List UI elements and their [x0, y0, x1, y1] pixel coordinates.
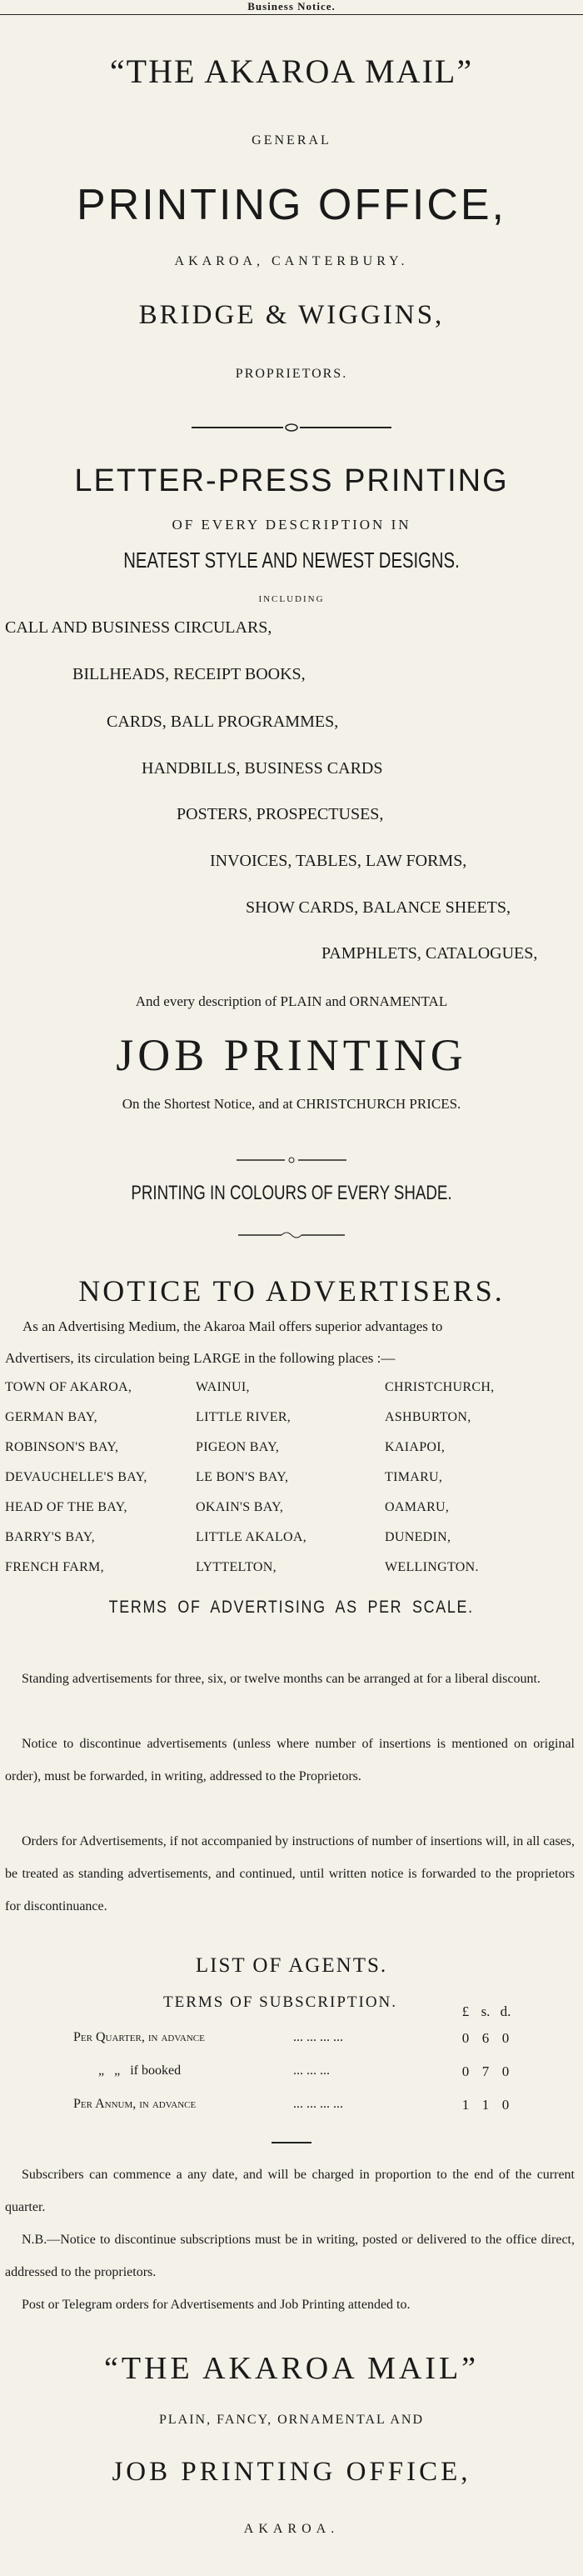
ornamental-rule [237, 1152, 346, 1168]
place-name: LYTTELTON, [196, 1560, 277, 1574]
advertisers-intro-line1: As an Advertising Medium, the Akaroa Mail offers superior advantages to [22, 1318, 443, 1334]
short-rule [272, 2142, 311, 2143]
price-pounds: 0 [461, 2063, 470, 2079]
currency-header-pounds: £ [461, 2003, 470, 2019]
masthead-general: GENERAL [252, 133, 331, 148]
place-name: PIGEON BAY, [196, 1440, 280, 1454]
leader-dots: ... ... ... ... [293, 2030, 343, 2044]
service-item: CALL AND BUSINESS CIRCULARS, [5, 618, 272, 637]
place-name: LE BON'S BAY, [196, 1470, 289, 1484]
letterpress-and-every: And every description of PLAIN and ORNAMENTAL [135, 993, 448, 1009]
masthead-firm: BRIDGE & WIGGINS, [138, 300, 445, 330]
subscription-label: Per Quarter, in advance [73, 2030, 205, 2044]
masthead-proprietors: PROPRIETORS. [235, 367, 348, 381]
currency-header-pence: d. [500, 2003, 511, 2019]
masthead-location: AKAROA, CANTERBURY. [174, 254, 409, 268]
place-name: WAINUI, [196, 1380, 250, 1394]
service-item: POSTERS, PROSPECTUSES, [177, 805, 384, 823]
place-name: CHRISTCHURCH, [385, 1380, 495, 1394]
place-name: OKAIN'S BAY, [196, 1500, 284, 1514]
place-name: LITTLE RIVER, [196, 1410, 292, 1424]
place-name: ROBINSON'S BAY, [5, 1440, 119, 1454]
footer-plain-fancy: PLAIN, FANCY, ORNAMENTAL AND [159, 2413, 424, 2427]
letterpress-heading: LETTER-PRESS PRINTING [74, 463, 509, 498]
place-name: TOWN OF AKAROA, [5, 1380, 132, 1394]
masthead-title: “THE AKAROA MAIL” [109, 53, 474, 90]
price-pence: 0 [501, 2030, 510, 2046]
subscription-label: „ „ if booked [98, 2063, 182, 2078]
footer-job-office: JOB PRINTING OFFICE, [112, 2457, 471, 2487]
para-post: Post or Telegram orders for Advertisements and Job Printing attended to. [22, 2298, 411, 2312]
advertising-terms: TERMS OF ADVERTISING AS PER SCALE. [108, 1598, 475, 1617]
place-name: DEVAUCHELLE'S BAY, [5, 1470, 147, 1484]
header-rule [0, 14, 583, 15]
price-pounds: 0 [461, 2030, 470, 2046]
ornamental-rule [238, 1227, 345, 1243]
place-name: FRENCH FARM, [5, 1560, 104, 1574]
leader-dots: ... ... ... [293, 2063, 330, 2078]
place-name: GERMAN BAY, [5, 1410, 97, 1424]
price-shillings: 7 [481, 2063, 490, 2079]
service-item: SHOW CARDS, BALANCE SHEETS, [246, 898, 511, 917]
price-pence: 0 [501, 2097, 510, 2113]
job-printing-heading: JOB PRINTING [116, 1030, 467, 1080]
price-shillings: 6 [481, 2030, 490, 2046]
para-discontinue: Notice to discontinue advertisements (unless where number of insertions is mentioned on original order), must be forwarded, in writing, addressed to the Proprietors. [5, 1737, 575, 1783]
para-orders: Orders for Advertisements, if not accompanied by instructions of number of insertions will, in all cases, be treated as standing advertisements, and continued, until written notice is forwarded to the proprietors for discontinuance. [5, 1834, 575, 1913]
leader-dots: ... ... ... ... [293, 2097, 343, 2111]
ornamental-rule [192, 419, 391, 436]
subscription-heading: TERMS OF SUBSCRIPTION. [163, 1993, 398, 2011]
currency-header-shillings: s. [481, 2003, 491, 2019]
place-name: ASHBURTON, [385, 1410, 471, 1424]
place-name: WELLINGTON. [385, 1560, 479, 1574]
para-standing: Standing advertisements for three, six, or twelve months can be arranged at for a liberal discount. [22, 1672, 541, 1686]
service-item: INVOICES, TABLES, LAW FORMS, [210, 852, 467, 870]
colours-line: PRINTING IN COLOURS OF EVERY SHADE. [131, 1182, 452, 1204]
advertisers-heading: NOTICE TO ADVERTISERS. [78, 1274, 505, 1308]
shortest-notice: On the Shortest Notice, and at CHRISTCHURCH PRICES. [122, 1096, 461, 1112]
service-item: HANDBILLS, BUSINESS CARDS [142, 759, 383, 778]
section-label: Business Notice. [247, 0, 336, 13]
place-name: BARRY'S BAY, [5, 1530, 95, 1544]
place-name: TIMARU, [385, 1470, 443, 1484]
footer-title: “THE AKAROA MAIL” [103, 2351, 480, 2386]
price-pence: 0 [501, 2063, 510, 2079]
masthead-office: PRINTING OFFICE, [77, 181, 506, 229]
service-item: PAMPHLETS, CATALOGUES, [321, 944, 538, 963]
price-pounds: 1 [461, 2097, 470, 2113]
para-subscribers: Subscribers can commence a any date, and will be charged in proportion to the end of the current quarter. [5, 2168, 575, 2214]
place-name: DUNEDIN, [385, 1530, 451, 1544]
letterpress-neatest: NEATEST STYLE AND NEWEST DESIGNS. [123, 548, 460, 573]
letterpress-of-every: OF EVERY DESCRIPTION IN [172, 517, 411, 533]
subscription-label: Per Annum, in advance [73, 2097, 197, 2111]
place-name: OAMARU, [385, 1500, 450, 1514]
para-nb: N.B.—Notice to discontinue subscriptions must be in writing, posted or delivered to the office direct, addressed to the proprietors. [5, 2233, 575, 2279]
place-name: HEAD OF THE BAY, [5, 1500, 127, 1514]
footer-akaroa: AKAROA. [243, 2522, 340, 2536]
letterpress-including: INCLUDING [258, 594, 325, 604]
agents-heading: LIST OF AGENTS. [195, 1954, 388, 1977]
advertisers-intro-line2: Advertisers, its circulation being LARGE in the following places :— [5, 1350, 396, 1366]
place-name: LITTLE AKALOA, [196, 1530, 307, 1544]
price-shillings: 1 [481, 2097, 490, 2113]
service-item: BILLHEADS, RECEIPT BOOKS, [72, 665, 306, 683]
service-item: CARDS, BALL PROGRAMMES, [107, 713, 339, 731]
place-name: KAIAPOI, [385, 1440, 446, 1454]
